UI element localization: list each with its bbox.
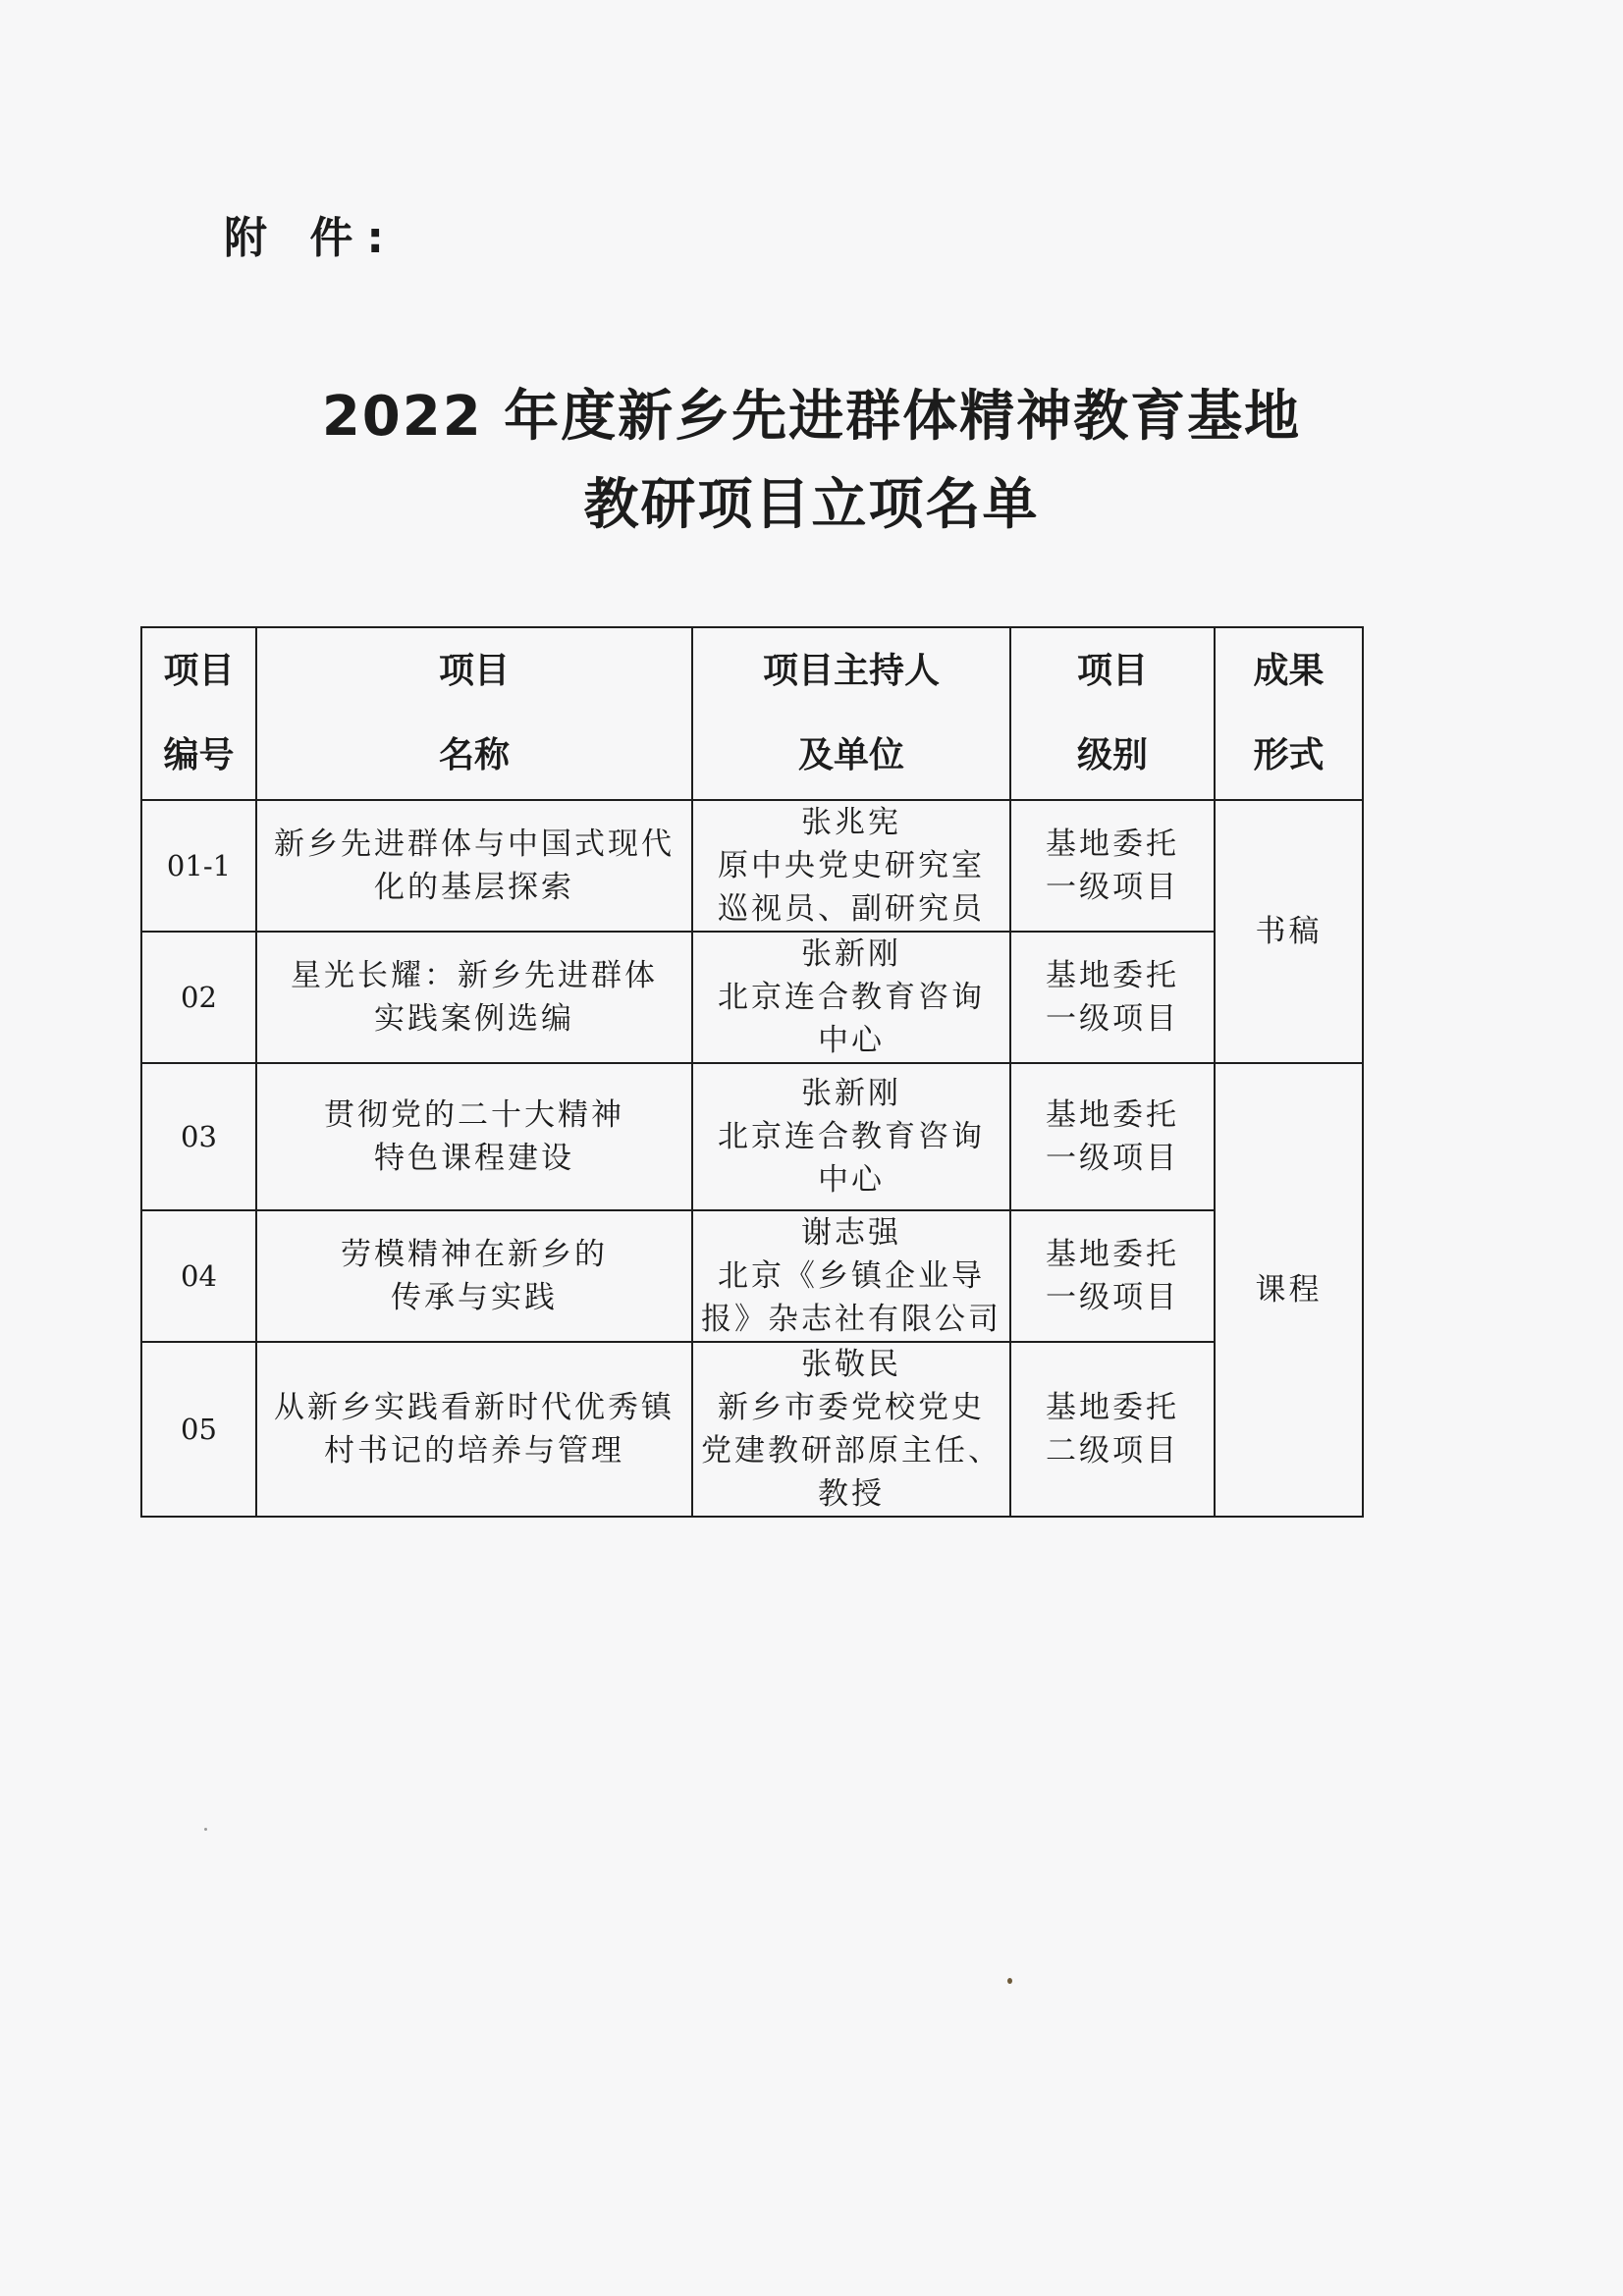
level-line: 一级项目 bbox=[1046, 1280, 1179, 1315]
table-row bbox=[141, 932, 1363, 1063]
project-name-line: 特色课程建设 bbox=[374, 1141, 574, 1176]
header-label: 形式 bbox=[1253, 735, 1325, 775]
level-line: 二级项目 bbox=[1046, 1433, 1179, 1468]
project-name bbox=[256, 1210, 692, 1342]
project-name-line: 化的基层探索 bbox=[374, 870, 574, 905]
header-label: 项目 bbox=[163, 651, 235, 691]
project-name-line: 从新乡实践看新时代优秀镇 bbox=[274, 1390, 675, 1425]
header-project-id bbox=[141, 627, 256, 800]
document-title-line-2: 教研项目立项名单 bbox=[583, 473, 1040, 537]
host-name: 张敬民 bbox=[801, 1347, 901, 1382]
host-name: 张新刚 bbox=[801, 1076, 901, 1111]
header-label: 及单位 bbox=[797, 735, 904, 775]
header-project-level bbox=[1010, 627, 1215, 800]
project-level bbox=[1010, 1063, 1215, 1210]
project-name bbox=[256, 1063, 692, 1210]
host-unit-line: 北京连合教育咨询 bbox=[718, 980, 985, 1015]
header-label: 项目 bbox=[438, 651, 510, 691]
project-host bbox=[692, 932, 1010, 1063]
scan-speck bbox=[1007, 1978, 1012, 1984]
table-row bbox=[141, 800, 1363, 932]
host-name: 张兆宪 bbox=[801, 805, 901, 840]
level-line: 基地委托 bbox=[1046, 1390, 1179, 1425]
host-unit-line: 党建教研部原主任、 bbox=[701, 1433, 1001, 1468]
attachment-label: 附 件: bbox=[224, 213, 398, 263]
project-host bbox=[692, 800, 1010, 932]
level-line: 一级项目 bbox=[1046, 1141, 1179, 1176]
project-name-line: 劳模精神在新乡的 bbox=[341, 1237, 608, 1272]
header-project-host bbox=[692, 627, 1010, 800]
project-level bbox=[1010, 800, 1215, 932]
header-project-name bbox=[256, 627, 692, 800]
host-unit-line: 中心 bbox=[818, 1162, 885, 1198]
document-title-line-1: 2022 年度新乡先进群体精神教育基地 bbox=[321, 385, 1302, 449]
project-id: 01-1 bbox=[141, 800, 256, 932]
host-unit-line: 报》杂志社有限公司 bbox=[701, 1302, 1001, 1337]
header-label: 成果 bbox=[1253, 651, 1325, 691]
table-header-row bbox=[141, 627, 1363, 800]
project-level bbox=[1010, 1210, 1215, 1342]
project-name-line: 实践案例选编 bbox=[374, 1001, 574, 1037]
level-line: 基地委托 bbox=[1046, 1237, 1179, 1272]
header-label: 级别 bbox=[1076, 735, 1148, 775]
project-name-line: 星光长耀：新乡先进群体 bbox=[291, 958, 658, 993]
table-row bbox=[141, 1210, 1363, 1342]
project-name-line: 传承与实践 bbox=[391, 1280, 558, 1315]
outcome-form-cell: 书稿 bbox=[1215, 800, 1363, 1063]
level-line: 基地委托 bbox=[1046, 1097, 1179, 1133]
project-host bbox=[692, 1342, 1010, 1517]
outcome-form-cell: 课程 bbox=[1215, 1063, 1363, 1517]
project-host bbox=[692, 1210, 1010, 1342]
host-unit-line: 新乡市委党校党史 bbox=[718, 1390, 985, 1425]
project-name-line: 贯彻党的二十大精神 bbox=[324, 1097, 624, 1133]
host-unit-line: 原中央党史研究室 bbox=[718, 848, 985, 883]
host-name: 张新刚 bbox=[801, 936, 901, 972]
header-label: 名称 bbox=[438, 735, 510, 775]
project-name-line: 村书记的培养与管理 bbox=[324, 1433, 624, 1468]
project-id: 05 bbox=[141, 1342, 256, 1517]
host-unit-line: 巡视员、副研究员 bbox=[718, 891, 985, 927]
host-name: 谢志强 bbox=[801, 1215, 901, 1251]
host-unit-line: 北京连合教育咨询 bbox=[718, 1119, 985, 1154]
header-label: 项目 bbox=[1076, 651, 1148, 691]
table-row bbox=[141, 1063, 1363, 1210]
project-name bbox=[256, 800, 692, 932]
host-unit-line: 教授 bbox=[818, 1476, 885, 1512]
header-label: 项目主持人 bbox=[762, 651, 940, 691]
level-line: 基地委托 bbox=[1046, 827, 1179, 862]
project-id: 02 bbox=[141, 932, 256, 1063]
project-name bbox=[256, 932, 692, 1063]
project-level bbox=[1010, 932, 1215, 1063]
project-name bbox=[256, 1342, 692, 1517]
level-line: 基地委托 bbox=[1046, 958, 1179, 993]
project-list-table bbox=[140, 626, 1364, 1518]
project-id: 04 bbox=[141, 1210, 256, 1342]
level-line: 一级项目 bbox=[1046, 1001, 1179, 1037]
header-outcome-form bbox=[1215, 627, 1363, 800]
project-id: 03 bbox=[141, 1063, 256, 1210]
project-level bbox=[1010, 1342, 1215, 1517]
header-label: 编号 bbox=[163, 735, 235, 775]
host-unit-line: 北京《乡镇企业导 bbox=[718, 1258, 985, 1294]
host-unit-line: 中心 bbox=[818, 1023, 885, 1058]
table-row bbox=[141, 1342, 1363, 1517]
project-host bbox=[692, 1063, 1010, 1210]
project-name-line: 新乡先进群体与中国式现代 bbox=[274, 827, 675, 862]
scan-speck bbox=[204, 1828, 207, 1831]
level-line: 一级项目 bbox=[1046, 870, 1179, 905]
